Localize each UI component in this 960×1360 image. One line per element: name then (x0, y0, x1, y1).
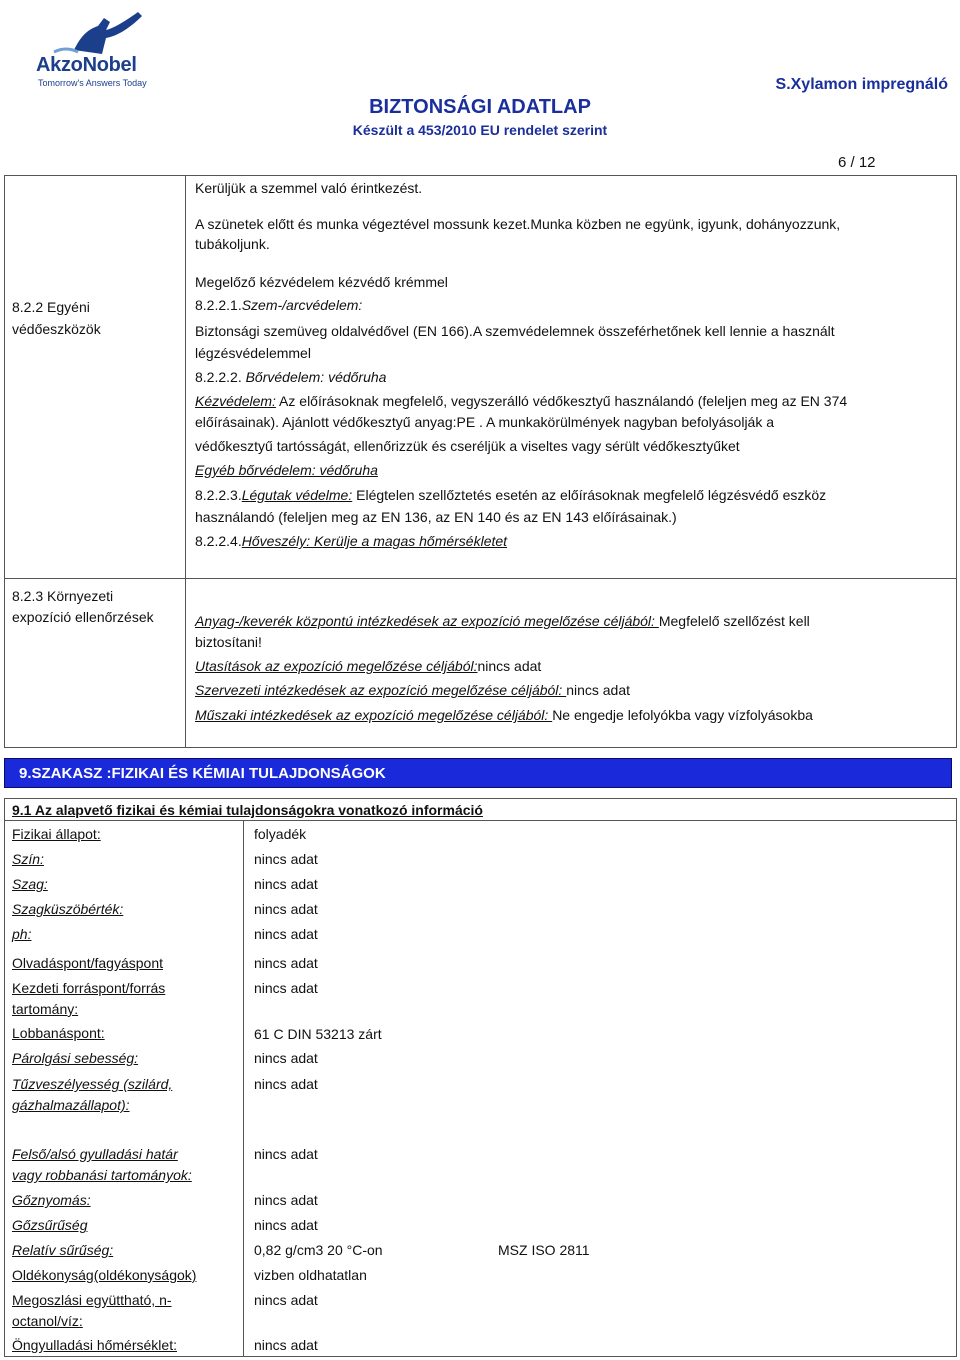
skin-protection-title: Bőrvédelem: védőruha (245, 369, 387, 385)
env-measure-4-value: Ne engedje lefolyókba vagy vízfolyásokba (552, 707, 813, 723)
env-measure-3 (195, 678, 630, 702)
hygiene-text-line1: A szünetek előtt és munka végeztével mossunk kezet.Munka közben ne együnk, igyunk, dohányozzunk, (195, 216, 841, 232)
table-border-bottom (4, 747, 957, 748)
prop-value: nincs adat (254, 1217, 318, 1233)
env-measure-2-label: Utasítások az expozíció megelőzése céljából: (195, 658, 478, 674)
respiratory-text-a: Elégtelen szellőztetés esetén az előírásoknak megfelelő légzésvédő eszköz (352, 487, 827, 503)
env-row-label-line2: expozíció ellenőrzések (12, 609, 154, 625)
prop-label: Gőzsűrűség (12, 1217, 88, 1233)
eye-protection-text-line2: légzésvédelemmel (195, 345, 311, 361)
prop-value: folyadék (254, 826, 307, 842)
env-measure-1-value-line2: biztosítani! (195, 634, 262, 650)
hand-protection-title: Kézvédelem: (195, 393, 276, 409)
env-measure-1 (195, 609, 810, 633)
eye-protection-text-line1: Biztonsági szemüveg oldalvédővel (EN 166).A szemvédelemnek összeférhetőnek kell lennie a használt (195, 323, 835, 339)
env-measure-2-value: nincs adat (477, 658, 542, 674)
prop-value: nincs adat (254, 1292, 318, 1308)
prop-label: Felső/alsó gyulladási határ (12, 1146, 178, 1162)
table-border-right (956, 175, 957, 748)
prop-value: nincs adat (254, 926, 318, 942)
env-row-label-line1: 8.2.3 Környezeti (12, 588, 114, 604)
prop-value: 0,82 g/cm3 20 °C-on (254, 1242, 383, 1258)
product-name: S.Xylamon impregnáló (775, 76, 948, 93)
env-measure-4 (195, 703, 813, 727)
prop-value: nincs adat (254, 955, 318, 971)
other-skin-protection: Egyéb bőrvédelem: védőruha (195, 462, 378, 478)
prop-label: Tűzveszélyesség (szilárd, (12, 1076, 173, 1092)
document-subtitle: Készült a 453/2010 EU rendelet szerint (352, 122, 608, 138)
respiratory-protection-line2: használandó (feleljen meg az EN 136, az EN 140 és az EN 143 előírásainak.) (195, 509, 677, 525)
prop-value: 61 C DIN 53213 zárt (254, 1026, 382, 1042)
prop-value: nincs adat (254, 1050, 318, 1066)
skin-protection-number: 8.2.2.2. (195, 369, 242, 385)
prop-label: Párolgási sebesség: (12, 1050, 139, 1066)
avoid-eye-contact-text: Kerüljük a szemmel való érintkezést. (195, 180, 423, 196)
respiratory-protection-line1 (195, 483, 826, 507)
prop-value: nincs adat (254, 1076, 318, 1092)
prop-label-line2: vagy robbanási tartományok: (12, 1167, 192, 1183)
ppe-row-label-line2: védőeszközök (12, 321, 101, 337)
prop-value: nincs adat (254, 901, 318, 917)
hand-protection-text-a: Az előírásoknak megfelelő, vegyszerálló védőkesztyű használandó (feleljen meg az EN 374 (275, 393, 848, 409)
prop-value: nincs adat (254, 1337, 318, 1353)
prop-label: Relatív sűrűség: (12, 1242, 114, 1258)
logo-tagline: Tomorrow's Answers Today (38, 78, 147, 88)
eye-protection-number: 8.2.2.1. (195, 297, 242, 313)
prop-label: Szag: (12, 876, 48, 892)
respiratory-number: 8.2.2.3. (195, 487, 242, 503)
env-measure-4-label: Műszaki intézkedések az expozíció megelőzése céljából: (195, 707, 553, 723)
page-number: 6 / 12 (838, 154, 876, 171)
eye-protection-heading (195, 293, 362, 317)
table-border-top (4, 175, 957, 176)
env-measure-1-label: Anyag-/keverék központú intézkedések az expozíció megelőzése céljából: (195, 613, 659, 629)
props-border-left (4, 798, 5, 1356)
ppe-row-label-line1: 8.2.2 Egyéni (12, 299, 90, 315)
prop-label: Lobbanáspont: (12, 1025, 105, 1041)
prop-value: nincs adat (254, 1192, 318, 1208)
env-measure-3-value: nincs adat (566, 682, 631, 698)
prop-label: Gőznyomás: (12, 1192, 91, 1208)
prop-label: ph: (12, 926, 32, 942)
hand-cream-text: Megelőző kézvédelem kézvédő krémmel (195, 274, 448, 290)
prop-label: Kezdeti forráspont/forrás (12, 980, 166, 996)
section9-banner (4, 758, 952, 788)
table-row-divider (4, 578, 957, 579)
prop-label: Oldékonyság(oldékonyságok) (12, 1267, 197, 1283)
logo-name: AkzoNobel (36, 54, 137, 76)
table-column-divider (185, 175, 186, 748)
prop-value: nincs adat (254, 851, 318, 867)
prop-label-line2: octanol/víz: (12, 1313, 83, 1329)
section9-1-heading: 9.1 Az alapvető fizikai és kémiai tulajdonságokra vonatkozó információ (12, 802, 483, 818)
thermal-title: Hőveszély: Kerülje a magas hőmérsékletet (241, 533, 508, 549)
prop-label: Szagküszöbérték: (12, 901, 124, 917)
thermal-hazard-heading (195, 529, 507, 553)
hygiene-text-line2: tubákoljunk. (195, 236, 270, 252)
section9-banner-title: 9.SZAKASZ :FIZIKAI ÉS KÉMIAI TULAJDONSÁGOK (19, 765, 386, 782)
table-border-left (4, 175, 5, 748)
prop-label: Fizikai állapot: (12, 826, 101, 842)
respiratory-title: Légutak védelme: (241, 487, 353, 503)
prop-value: nincs adat (254, 980, 318, 996)
prop-value: nincs adat (254, 876, 318, 892)
prop-label-line2: tartomány: (12, 1001, 79, 1017)
props-column-divider (243, 820, 244, 1356)
hand-protection-line2: előírásainak). Ajánlott védőkesztyű anyag:PE . A munkakörülmények nagyban befolyásolják a (195, 414, 775, 430)
prop-label: Olvadáspont/fagyáspont (12, 955, 163, 971)
prop-label: Megoszlási együttható, n- (12, 1292, 172, 1308)
prop-value: vizben oldhatatlan (254, 1267, 367, 1283)
env-measure-2 (195, 654, 541, 678)
akzonobel-figure-icon (14, 8, 154, 58)
prop-label: Öngyulladási hőmérséklet: (12, 1337, 177, 1353)
env-measure-3-label: Szervezeti intézkedések az expozíció megelőzése céljából: (195, 682, 567, 698)
document-title: BIZTONSÁGI ADATLAP (369, 96, 591, 118)
prop-label-line2: gázhalmazállapot): (12, 1097, 130, 1113)
thermal-number: 8.2.2.4. (195, 533, 242, 549)
skin-protection-heading (195, 365, 386, 389)
prop-value: nincs adat (254, 1146, 318, 1162)
env-measure-1-value: Megfelelő szellőzést kell (658, 613, 810, 629)
prop-label: Szín: (12, 851, 44, 867)
props-border-right (956, 798, 957, 1356)
prop-extra: MSZ ISO 2811 (498, 1242, 590, 1258)
eye-protection-title: Szem-/arcvédelem: (241, 297, 363, 313)
hand-protection-line3: védőkesztyű tartósságát, ellenőrizzük és cseréljük a viseltes vagy sérült védőkesztyűket (195, 438, 740, 454)
